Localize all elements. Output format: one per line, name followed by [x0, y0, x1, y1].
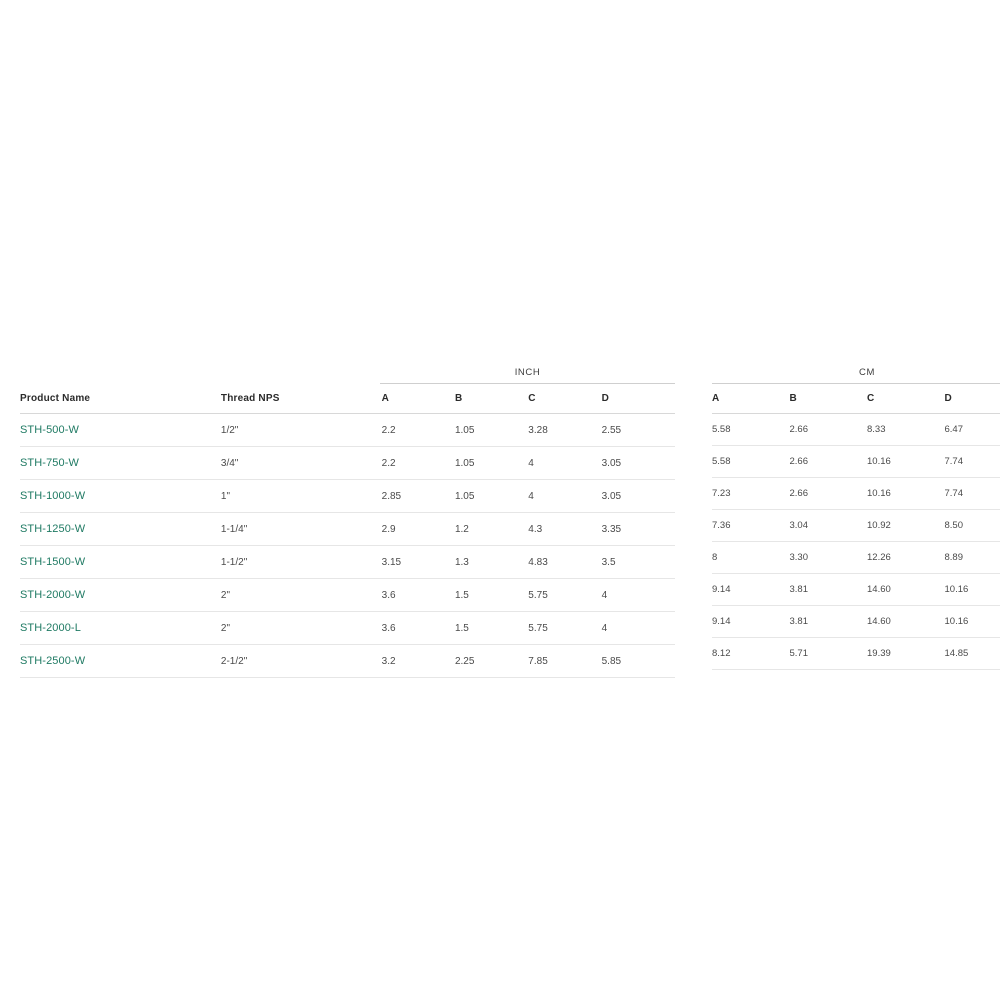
- dim-b-cell: 1.5: [455, 579, 528, 612]
- dim-a-cell-cm: 5.58: [712, 446, 790, 478]
- product-name-cell: [20, 414, 221, 447]
- dim-b-cell: 1.05: [455, 480, 528, 513]
- dim-c-cell: 4: [528, 447, 601, 480]
- inch-unit-label: INCH: [380, 367, 675, 384]
- cm-spec-table: [712, 384, 1000, 670]
- dim-d-cell-cm: 10.16: [945, 606, 1000, 638]
- product-link[interactable]: STH-1000-W: [20, 490, 86, 502]
- dim-a-cell: 2.2: [382, 447, 455, 480]
- table-row: [712, 606, 1000, 638]
- product-name-cell: [20, 546, 221, 579]
- dim-d-cell: 4: [602, 579, 675, 612]
- table-row: [712, 574, 1000, 606]
- product-name-cell: [20, 579, 221, 612]
- thread-cell: 1/2": [221, 414, 382, 447]
- table-row: [20, 612, 675, 645]
- dim-d-cell-cm: 7.74: [945, 478, 1000, 510]
- product-link[interactable]: STH-2500-W: [20, 655, 86, 667]
- dim-c-cell-cm: 14.60: [867, 574, 945, 606]
- dim-c-cell: 4: [528, 480, 601, 513]
- cm-unit-header-row: [712, 358, 1000, 384]
- dim-b-cell-cm: 2.66: [790, 414, 868, 446]
- dim-a-cell-cm: 5.58: [712, 414, 790, 446]
- dim-c-cell-cm: 10.92: [867, 510, 945, 542]
- column-header-d-cm: D: [945, 384, 1000, 414]
- table-row: [20, 513, 675, 546]
- dim-d-cell-cm: 7.74: [945, 446, 1000, 478]
- dim-b-cell-cm: 3.81: [790, 574, 868, 606]
- dim-b-cell-cm: 2.66: [790, 446, 868, 478]
- dim-d-cell-cm: 8.50: [945, 510, 1000, 542]
- dim-a-cell-cm: 8: [712, 542, 790, 574]
- table-row: [20, 414, 675, 447]
- table-row: [712, 510, 1000, 542]
- product-link[interactable]: STH-2000-W: [20, 589, 86, 601]
- thread-cell: 1-1/2": [221, 546, 382, 579]
- dim-a-cell-cm: 9.14: [712, 574, 790, 606]
- dim-c-cell-cm: 8.33: [867, 414, 945, 446]
- thread-cell: 1": [221, 480, 382, 513]
- dim-a-cell-cm: 8.12: [712, 638, 790, 670]
- column-header-a: A: [382, 384, 455, 414]
- dim-a-cell-cm: 7.36: [712, 510, 790, 542]
- dim-a-cell: 3.6: [382, 579, 455, 612]
- product-name-cell: [20, 480, 221, 513]
- thread-cell: 2-1/2": [221, 645, 382, 678]
- dim-b-cell-cm: 3.30: [790, 542, 868, 574]
- dim-c-cell: 7.85: [528, 645, 601, 678]
- dim-b-cell-cm: 5.71: [790, 638, 868, 670]
- table-row: [712, 478, 1000, 510]
- product-link[interactable]: STH-750-W: [20, 457, 79, 469]
- dim-b-cell: 1.05: [455, 447, 528, 480]
- column-header-thread-nps: Thread NPS: [221, 384, 382, 414]
- dim-d-cell: 2.55: [602, 414, 675, 447]
- dim-d-cell: 3.05: [602, 480, 675, 513]
- dim-a-cell: 3.15: [382, 546, 455, 579]
- dim-b-cell: 1.3: [455, 546, 528, 579]
- dim-b-cell: 1.05: [455, 414, 528, 447]
- dim-d-cell-cm: 10.16: [945, 574, 1000, 606]
- dim-c-cell-cm: 14.60: [867, 606, 945, 638]
- thread-cell: 3/4": [221, 447, 382, 480]
- dim-d-cell: 3.5: [602, 546, 675, 579]
- dim-c-cell: 4.83: [528, 546, 601, 579]
- dim-b-cell: 1.5: [455, 612, 528, 645]
- table-row: [20, 447, 675, 480]
- product-link[interactable]: STH-1250-W: [20, 523, 86, 535]
- product-name-cell: [20, 513, 221, 546]
- product-name-cell: [20, 645, 221, 678]
- table-row: [712, 638, 1000, 670]
- dim-d-cell: 4: [602, 612, 675, 645]
- table-row: [20, 645, 675, 678]
- table-row: [20, 546, 675, 579]
- dim-c-cell-cm: 19.39: [867, 638, 945, 670]
- dim-d-cell-cm: 14.85: [945, 638, 1000, 670]
- product-link[interactable]: STH-2000-L: [20, 622, 81, 634]
- table-row: [20, 579, 675, 612]
- column-header-product-name: Product Name: [20, 384, 221, 414]
- dim-a-cell: 2.85: [382, 480, 455, 513]
- dim-c-cell: 5.75: [528, 579, 601, 612]
- dim-b-cell-cm: 3.04: [790, 510, 868, 542]
- dim-a-cell-cm: 7.23: [712, 478, 790, 510]
- dim-c-cell-cm: 10.16: [867, 478, 945, 510]
- dim-c-cell: 4.3: [528, 513, 601, 546]
- product-link[interactable]: STH-500-W: [20, 424, 79, 436]
- dim-b-cell: 1.2: [455, 513, 528, 546]
- cm-spec-block: [712, 358, 1000, 670]
- dim-c-cell: 3.28: [528, 414, 601, 447]
- column-header-b-cm: B: [790, 384, 868, 414]
- table-header-row: [20, 384, 675, 414]
- column-header-d: D: [602, 384, 675, 414]
- dim-d-cell: 3.05: [602, 447, 675, 480]
- table-row: [712, 542, 1000, 574]
- dim-c-cell: 5.75: [528, 612, 601, 645]
- column-header-b: B: [455, 384, 528, 414]
- table-row: [712, 414, 1000, 446]
- product-name-cell: [20, 612, 221, 645]
- dim-d-cell: 3.35: [602, 513, 675, 546]
- dim-b-cell-cm: 2.66: [790, 478, 868, 510]
- cm-unit-label: CM: [712, 367, 1000, 384]
- dim-b-cell: 2.25: [455, 645, 528, 678]
- dim-b-cell-cm: 3.81: [790, 606, 868, 638]
- inch-spec-table: [20, 384, 675, 678]
- dim-c-cell-cm: 12.26: [867, 542, 945, 574]
- column-header-c: C: [528, 384, 601, 414]
- inch-unit-header-row: [20, 358, 675, 384]
- dim-a-cell-cm: 9.14: [712, 606, 790, 638]
- dim-a-cell: 3.6: [382, 612, 455, 645]
- table-header-row: [712, 384, 1000, 414]
- product-link[interactable]: STH-1500-W: [20, 556, 86, 568]
- dim-a-cell: 2.9: [382, 513, 455, 546]
- column-header-c-cm: C: [867, 384, 945, 414]
- inch-spec-block: [20, 358, 675, 678]
- thread-cell: 2": [221, 612, 382, 645]
- dim-a-cell: 3.2: [382, 645, 455, 678]
- dim-d-cell-cm: 8.89: [945, 542, 1000, 574]
- dim-c-cell-cm: 10.16: [867, 446, 945, 478]
- table-row: [20, 480, 675, 513]
- column-header-a-cm: A: [712, 384, 790, 414]
- thread-cell: 1-1/4": [221, 513, 382, 546]
- thread-cell: 2": [221, 579, 382, 612]
- dim-d-cell: 5.85: [602, 645, 675, 678]
- table-row: [712, 446, 1000, 478]
- dim-a-cell: 2.2: [382, 414, 455, 447]
- product-name-cell: [20, 447, 221, 480]
- dim-d-cell-cm: 6.47: [945, 414, 1000, 446]
